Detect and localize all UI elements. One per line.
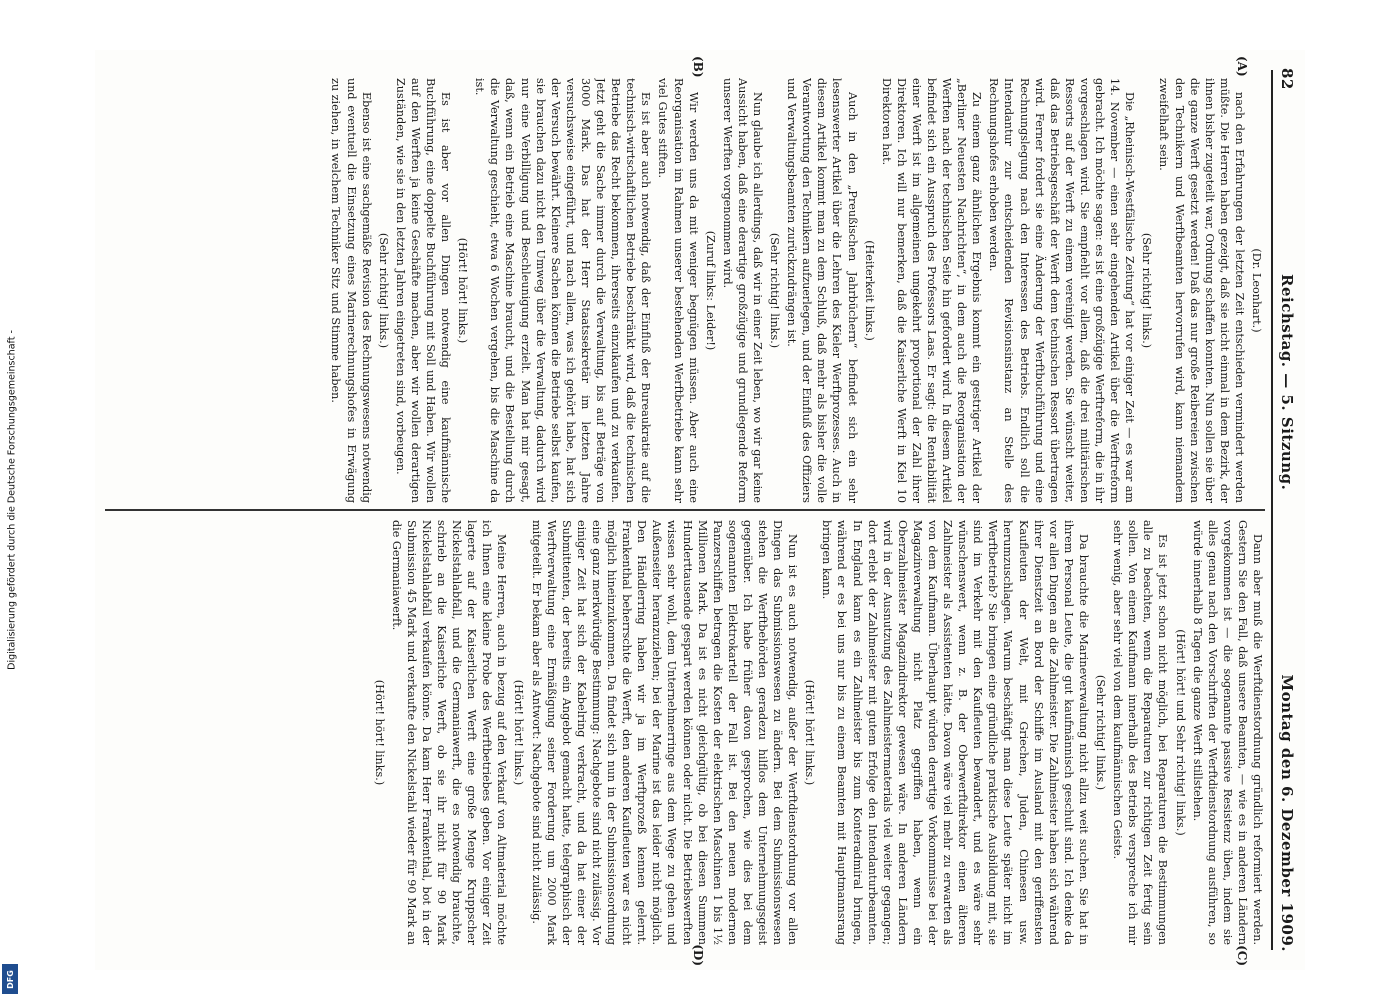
- paragraph: nach den Erfahrungen der letzten Zeit entschieden vermindert werden müßte. Die Herren haben gezeigt, daß sie nicht einmal in dem Bezirk, der ihnen bisher zugeteilt war, Ordnung schaffen konnten. Nun sollen sie über die ganze Werft gesetzt werden! Daß das nur große Reibereien zwischen den Technikern und Werftbeamten hervorrufen wird, kann niemandem zweifelhaft sein.: [1157, 78, 1246, 503]
- side-credit: [2, 0, 22, 1000]
- page-header: [1275, 68, 1299, 952]
- interjection: (Hört! hört! und Sehr richtig! links.): [1173, 629, 1187, 836]
- paragraph: Es ist aber auch notwendig, daß der Einfluß der Bureaukratie auf die technisch-wirtschaftlichen Betriebe beschränkt wird, daß die technischen Betriebe das Recht bekommen, ihrerseits einzukaufen und zu verkaufen. Jetzt geht die Sache immer durch die Verwaltung, bis auf Beträge von 3000 Mark. Das hat der Herr Staatssekretär im letzten Jahre versuchsweise eingeführt, und nach allem, was ich gehört habe, hat sich der Versuch bewährt. Kleinere Sachen können die Betriebe selbst kaufen, sie brauchen dazu nicht den Umweg über die Verwaltung, dadurch wird nur eine Verbilligung und Beschleunigung erzielt. Man hat mir gesagt, daß, wenn ein Betrieb eine Maschine braucht, und die Bestellung durch die Verwaltung geschieht, etwa 6 Wochen vergehen, bis die Maschine da ist.: [473, 78, 653, 503]
- paragraph: Nun glaube ich allerdings, daß wir in einer Zeit leben, wo wir gar keine Aussicht haben, daß eine derartige großzügige und grundlegende Reform unserer Werften vorgenommen wird.: [720, 78, 764, 503]
- interjection: (Dr. Leonhart.): [1250, 248, 1263, 333]
- scanned-page: [95, 50, 1305, 970]
- paragraph: Wir werden uns da mit weniger begnügen müssen. Aber auch eine Reorganisation im Rahmen unserer bestehenden Werftbetriebe kann sehr viel Gutes stiften.: [656, 78, 700, 503]
- dfg-logo: [2, 964, 18, 994]
- interjection: (Zuruf links: Leider!): [703, 230, 717, 351]
- page-rotated-content: [95, 50, 1305, 970]
- interjection: (Heiterkeit links.): [862, 240, 876, 341]
- header-rule: [1271, 70, 1273, 950]
- paragraph: Zu einem ganz ähnlichen Ergebnis kommt ein gestriger Artikel der „Berliner Neuesten Nachrichten“, in dem auch die Reorganisation der Werften nach der technischen Seite hin gefordert wird. In diesem Artikel befindet sich ein Ausspruch des Professors Laas. Er sagt: die Rentabilität einer Werft ist im allgemeinen umgekehrt proportional der Zahl ihrer Direktoren. Ich will nur bemerken, daß die Kaiserliche Werft in Kiel 10 Direktoren hat.: [879, 78, 984, 503]
- interjection: (Sehr richtig! links.): [1140, 232, 1154, 349]
- page-title: Reichstag. — 5. Sitzung.: [1278, 273, 1296, 491]
- margin-marker-a: (A): [1235, 56, 1249, 77]
- margin-marker-d: (D): [691, 944, 705, 966]
- margin-marker-b: (B): [691, 56, 705, 78]
- interjection: (Hört! hört! links.): [456, 237, 470, 344]
- paragraph: Dann aber muß die Werftdienstordnung gründlich reformiert werden. Gestern Sie den Fall, daß unsere Beamten, — wie es in anderen Ländern vorgekommen ist — die sogenannte passive Resistenz üben, indem sie alles genau nach den Vorschriften der Werftdienstordnung ausführen, so würde innerhalb 8 Tagen die ganze Werft stillstehen.: [1190, 520, 1264, 945]
- paragraph: Es ist jetzt schon nicht möglich, bei Reparaturen die Bestimmungen alle zu beachten, wenn die Reparaturen zur richtigen Zeit fertig sein sollen. Von einem Kaufmann innerhalb des Betriebs verspreche ich mir sehr wenig, aber sehr viel von dem kaufmännischen Geiste.: [1111, 520, 1170, 945]
- digitization-credit: Digitalisierung gefördert durch die Deutsche Forschungsgemeinschaft -: [6, 330, 18, 670]
- paragraph: Meine Herren, auch in bezug auf den Verkauf von Altmaterial möchte ich Ihnen eine kleine Probe des Werftbetriebes geben. Vor einiger Zeit lagerte auf der Kaiserlichen Werft eine große Menge Kruppscher Nickelstahlabfall, und die Germaniawerft, die es notwendig brauchte, schrieb an die Kaiserliche Werft, ob sie ihr nicht für 90 Mark Nickelstahlabfall verkaufen könne. Da kam Herr Frankenthal, bot in der Submission 45 Mark und verkaufte den Nickelstahl wieder für 90 Mark an die Germaniawerft.: [389, 520, 509, 945]
- left-column: [105, 78, 1265, 503]
- margin-marker-c: (C): [1235, 945, 1249, 966]
- interjection: (Sehr richtig! links.): [376, 232, 390, 349]
- interjection: (Sehr richtig! links.): [1094, 674, 1108, 791]
- dfg-logo-text: DFG: [5, 969, 15, 989]
- column-divider: [105, 509, 1265, 511]
- right-column: [105, 520, 1265, 945]
- interjection: (Hört! hört! links.): [512, 679, 526, 786]
- paragraph: Da brauchte die Marineverwaltung nicht allzu weit suchen. Sie hat in ihrem Personal Leute, die gut kaufmännisch geschult sind. Ich denke da vor allen Dingen an die Zahlmeister. Die Zahlmeister haben sich während ihrer Dienstzeit an Bord der Schiffe im Ausland mit den geriffensten Kaufleuten der Welt, mit Griechen, Juden, Chinesen usw. herumzuschlagen. Warum beschäftigt man diese Leute später nicht im Werftbetrieb? Sie bringen eine gründliche praktische Ausbildung mit, sie sind im Verkehr mit den Kaufleuten bewandert, und es wäre sehr wünschenswert, wenn z. B. der Oberwerftdirektor einen älteren Zahlmeister als Assistenten hätte. Davon wäre viel mehr zu erwarten als von dem Kaufmann. Überhaupt würden derartige Vorkommnisse bei der Magazinverwaltung nicht Platz gegriffen haben, wenn ein Oberzahlmeister Magazindirektor gewesen wäre. In anderen Ländern wird in der Ausnutzung des Zahlmeistermaterials viel weiter gegangen; dort erlebt der Zahlmeister mit gutem Erfolge den Intendanturbeamten. In England kann es ein Zahlmeister bis zum Konteradmiral bringen, während er es bei uns nur bis zu einem Beamten mit Hauptmannsrang bringen kann.: [820, 520, 1090, 945]
- paragraph: Es ist aber vor allen Dingen notwendig eine kaufmännische Buchführung, eine doppelte Buchführung mit Soll und Haben. Wir wollen auf den Werften ja keine Geschäfte machen, aber wir wollen derartigen Zuständen, wie sie in den letzten Jahren eingetreten sind, vorbeugen.: [393, 78, 453, 503]
- paragraph: Auch in den „Preußischen Jahrbüchern“ befindet sich ein sehr lesenswerter Artikel über die Lehren des Kieler Werftprozesses. Auch in diesem Artikel kommt man zu dem Schluß, daß mehr als bisher die volle Verantwortung den Technikern aufzuerlegen, und der Einfluß des Offiziers und Verwaltungsbeamten zurückzudrängen ist.: [785, 78, 859, 503]
- interjection: (Hört! hört! links.): [803, 679, 817, 786]
- page-date: Montag den 6. Dezember 1909.: [1278, 674, 1296, 952]
- interjection: (Hört! hört! links.): [372, 679, 386, 786]
- paragraph: Die „Rheinisch-Westfälische Zeitung“ hat vor einiger Zeit — es war am 14. November — einen sehr eingehenden Artikel über die Werftreform gebracht. Ich möchte sagen: es ist eine großzügige Werftreform, die in ihr vorgeschlagen wird. Sie empfiehlt vor allem, daß die drei militärischen Ressorts auf der Werft zu einem vereinigt werden. Sie wünscht weiter, daß das Betriebsgeschäft der Werft dem technischen Ressort übertragen wird. Ferner fordert sie eine Änderung der Werftbuchführung und eine Rechnungslegung nach den Interessen des Betriebs. Endlich soll die Intendantur zur entscheidenden Revisionsinstanz an Stelle des Rechnungshofes erhoben werden.: [987, 78, 1137, 503]
- page-number: 82: [1278, 68, 1296, 90]
- paragraph: Ebenso ist eine sachgemäße Revision des Rechnungswesens notwendig und eventuell die Einsetzung eines Marinerechnungshofes in Erwägung zu ziehen, in welchem Techniker Sitz und Stimme haben.: [329, 78, 373, 503]
- paragraph: Nun ist es auch notwendig, außer der Werftdienstordnung vor allen Dingen das Submissionswesen zu ändern. Bei dem Submissionswesen stehen die Werftbehörden geradezu hilflos dem Unternehmungsgeist gegenüber. Ich habe früher davon gesprochen, wie dies bei dem sogenannten Elektrokartell der Fall ist. Bei den neuen modernen Panzerschiffen betragen die Kosten der elektrischen Maschinen 1 bis 1½ Millionen Mark. Da ist es nicht gleichgültig, ob bei diesen Summen Hunderttausende gespart werden können oder nicht. Die Betriebswerften wissen sehr wohl, dem Unternehmerringe aus dem Wege zu gehen und Außenseiter heranzuziehen; bei der Marine ist das leider nicht möglich. Den Händlerring haben wir ja im Werftprozeß kennen gelernt. Frankenthal beherrschte die Werft, den anderen Kaufleuten war es nicht möglich hineinzukommen. Da findet sich nun in der Submissionsordnung eine ganz merkwürdige Bestimmung: Nachgebote sind nicht zulässig. Vor einiger Zeit hat sich der Kabelring verkracht, und da hat einer der Submittenten, der bereits ein Angebot gemacht hatte, telegraphisch der Werftverwaltung eine Ermäßigung seiner Forderung um 2000 Mark mitgeteilt. Er bekam aber als Antwort: Nachgebote sind nicht zulässig.: [529, 520, 800, 945]
- interjection: (Sehr richtig! links.): [768, 232, 782, 349]
